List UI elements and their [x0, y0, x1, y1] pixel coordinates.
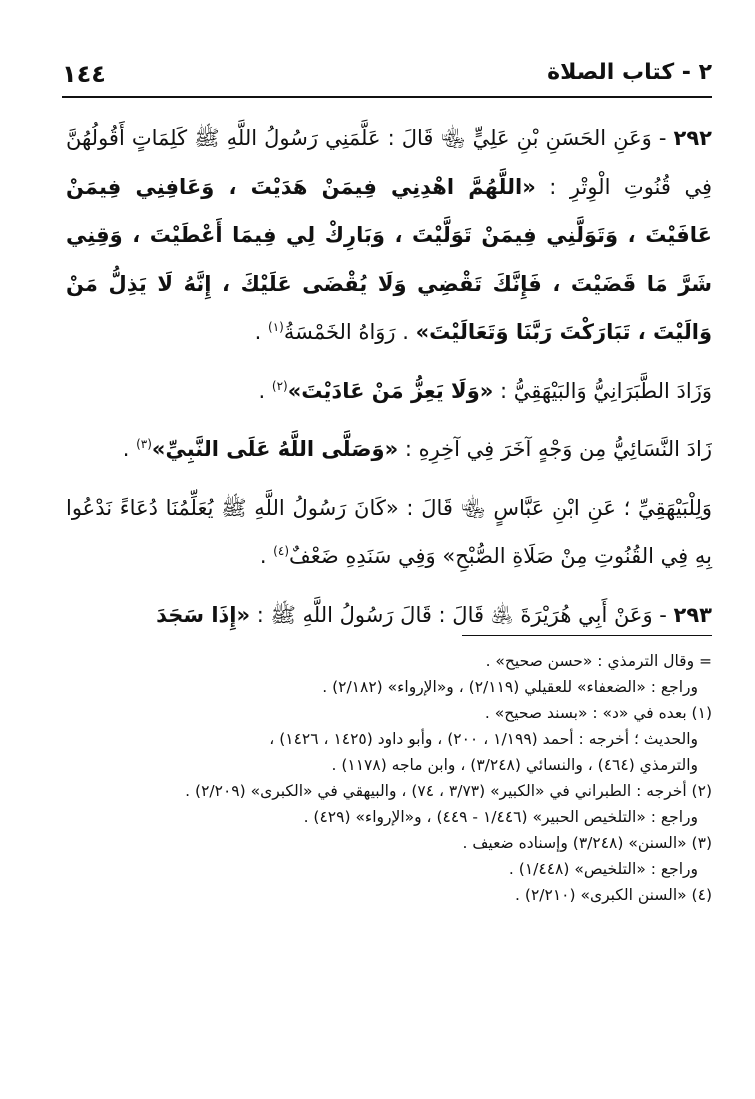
addition-intro: وَزَادَ الطَّبَرَانِيُّ وَالبَيْهَقِيُّ : [493, 378, 712, 403]
footnote-ref-4[interactable]: (٤) [273, 544, 289, 558]
hadith-quote: «إِذَا سَجَدَ [156, 602, 251, 627]
hadith-intro: - وَعَنْ أَبِي هُرَيْرَةَ ﵁ قَالَ : قَالَ رَسُولُ اللَّهِ ﷺ : [250, 602, 674, 627]
footnote-line: = وقال الترمذي : «حسن صحيح» . [485, 652, 712, 670]
hadith-source: . رَوَاهُ الخَمْسَةُ [283, 320, 416, 344]
addition-intro: وَلِلْبَيْهَقِيِّ ؛ عَنِ ابْنِ عَبَّاسٍ ﵄ قَالَ : [398, 495, 712, 520]
footnote-ref-2[interactable]: (٢) [271, 378, 288, 393]
hadith-293 [66, 591, 712, 640]
header-rule [62, 96, 712, 98]
hadith-quote: «اللَّهُمَّ اهْدِنِي فِيمَنْ هَدَيْتَ ، وَعَافِنِي فِيمَنْ عَافَيْتَ ، وَتَوَلَّنِي فِيمَنْ تَوَلَّيْتَ ، وَبَارِكْ لِي فِيمَا أَعْطَيْتَ ، وَقِنِي شَرَّ مَا قَضَيْتَ ، فَإِنَّكَ تَقْضِي وَلَا يُقْضَى عَلَيْكَ ، إِنَّهُ لَا يَذِلُّ مَنْ وَالَيْتَ ، تَبَارَكْتَ رَبَّنَا وَتَعَالَيْتَ» [66, 174, 712, 344]
addition-bayhaqi: وَلِلْبَيْهَقِيِّ ؛ عَنِ ابْنِ عَبَّاسٍ ﵄ قَالَ : «كَانَ رَسُولُ اللَّهِ ﷺ يُعَلِّمُنَا دُعَاءً نَدْعُوا بِهِ فِي القُنُوتِ مِنْ صَلَاةِ الصُّبْحِ» وَفِي سَنَدِهِ ضَعْفٌ$^{(٤)}$ . [66, 495, 712, 568]
footnote-line: (٣) «السنن» (٣/٢٤٨) وإسناده ضعيف . [462, 834, 712, 852]
footnote-line: وراجع : «الضعفاء» للعقيلي (٢/١١٩) ، و«الإرواء» (٢/١٨٢) . [322, 678, 698, 696]
hadith-intro: - وَعَنِ الحَسَنِ بْنِ عَلِيٍّ ﵄ قَالَ : عَلَّمَنِي رَسُولُ اللَّهِ ﷺ كَلِمَاتٍ أَقُولُهُنَّ فِي قُنُوتِ الْوِتْرِ : [66, 126, 712, 199]
footnote-ref-1[interactable]: (١) [268, 320, 284, 334]
addition-tabarani: وَزَادَ الطَّبَرَانِيُّ وَالبَيْهَقِيُّ : «وَلَا يَعِزُّ مَنْ عَادَيْتَ»$^{(٢)}$ . [258, 378, 712, 403]
addition-intro: زَادَ النَّسَائِيُّ مِن وَجْهٍ آخَرَ فِي آخِرِهِ : [398, 437, 712, 461]
footnote-line: والحديث ؛ أخرجه : أحمد (١/١٩٩ ، ٢٠٠) ، وأبو داود (١٤٢٥ ، ١٤٢٦) ، [269, 730, 698, 748]
hadith-number: ٢٩٣ [673, 602, 712, 627]
footnote-ref-3[interactable]: (٣) [136, 437, 152, 451]
footnote-line: (١) بعده في «د» : «بسند صحيح» . [484, 704, 712, 722]
footnotes [66, 648, 712, 908]
page-header [62, 58, 712, 94]
addition-note: وَفِي سَنَدِهِ ضَعْفٌ [289, 544, 443, 568]
footnote-line: وراجع : «التلخيص» (١/٤٤٨) . [508, 860, 698, 878]
footnote-line: والترمذي (٤٦٤) ، والنسائي (٣/٢٤٨) ، وابن ماجه (١١٧٨) . [331, 756, 698, 774]
hadith-292: ٢٩٢ - وَعَنِ الحَسَنِ بْنِ عَلِيٍّ ﵄ قَالَ : عَلَّمَنِي رَسُولُ اللَّهِ ﷺ كَلِمَاتٍ أَقُولُهُنَّ فِي قُنُوتِ الْوِتْرِ : «اللَّهُمَّ اهْدِنِي فِيمَنْ هَدَيْتَ ، وَعَافِنِي فِيمَنْ عَافَيْتَ ، وَتَوَلَّنِي فِيمَنْ تَوَلَّيْتَ ، وَبَارِكْ لِي فِيمَا أَعْطَيْتَ ، وَقِنِي شَرَّ مَا قَضَيْتَ ، فَإِنَّكَ تَقْضِي وَلَا يُقْضَى عَلَيْكَ ، إِنَّهُ لَا يَذِلُّ مَنْ وَالَيْتَ ، تَبَارَكْتَ رَبَّنَا وَتَعَالَيْتَ» . رَوَاهُ الخَمْسَةُ$^{(١)}$ . [66, 126, 712, 344]
footnote-line: (٤) «السنن الكبرى» (٢/٢١٠) . [515, 886, 712, 904]
main-text [66, 114, 712, 649]
addition-quote: «كَانَ رَسُولُ اللَّهِ ﷺ يُعَلِّمُنَا دُعَاءً نَدْعُوا بِهِ فِي القُنُوتِ مِنْ صَلَاةِ الصُّبْحِ» [66, 495, 712, 568]
addition-quote: «وَصَلَّى اللَّهُ عَلَى النَّبِيِّ» [151, 437, 399, 461]
page-number: ١٤٤ [62, 60, 106, 88]
footnote-line: وراجع : «التلخيص الحبير» (١/٤٤٦ - ٤٤٩) ، و«الإرواء» (٤٢٩) . [303, 808, 698, 826]
addition-quote: «وَلَا يَعِزُّ مَنْ عَادَيْتَ» [287, 378, 494, 403]
footnote-line: (٢) أخرجه : الطبراني في «الكبير» (٣/٧٣ ، ٧٤) ، والبيهقي في «الكبرى» (٢/٢٠٩) . [185, 782, 712, 800]
chapter-title: ٢ - كتاب الصلاة [547, 60, 712, 85]
hadith-number: ٢٩٢ [673, 126, 712, 150]
footnote-separator [462, 635, 712, 636]
addition-nasai: زَادَ النَّسَائِيُّ مِن وَجْهٍ آخَرَ فِي آخِرِهِ : «وَصَلَّى اللَّهُ عَلَى النَّبِيِّ»$^{(٣)}$ . [122, 437, 712, 461]
